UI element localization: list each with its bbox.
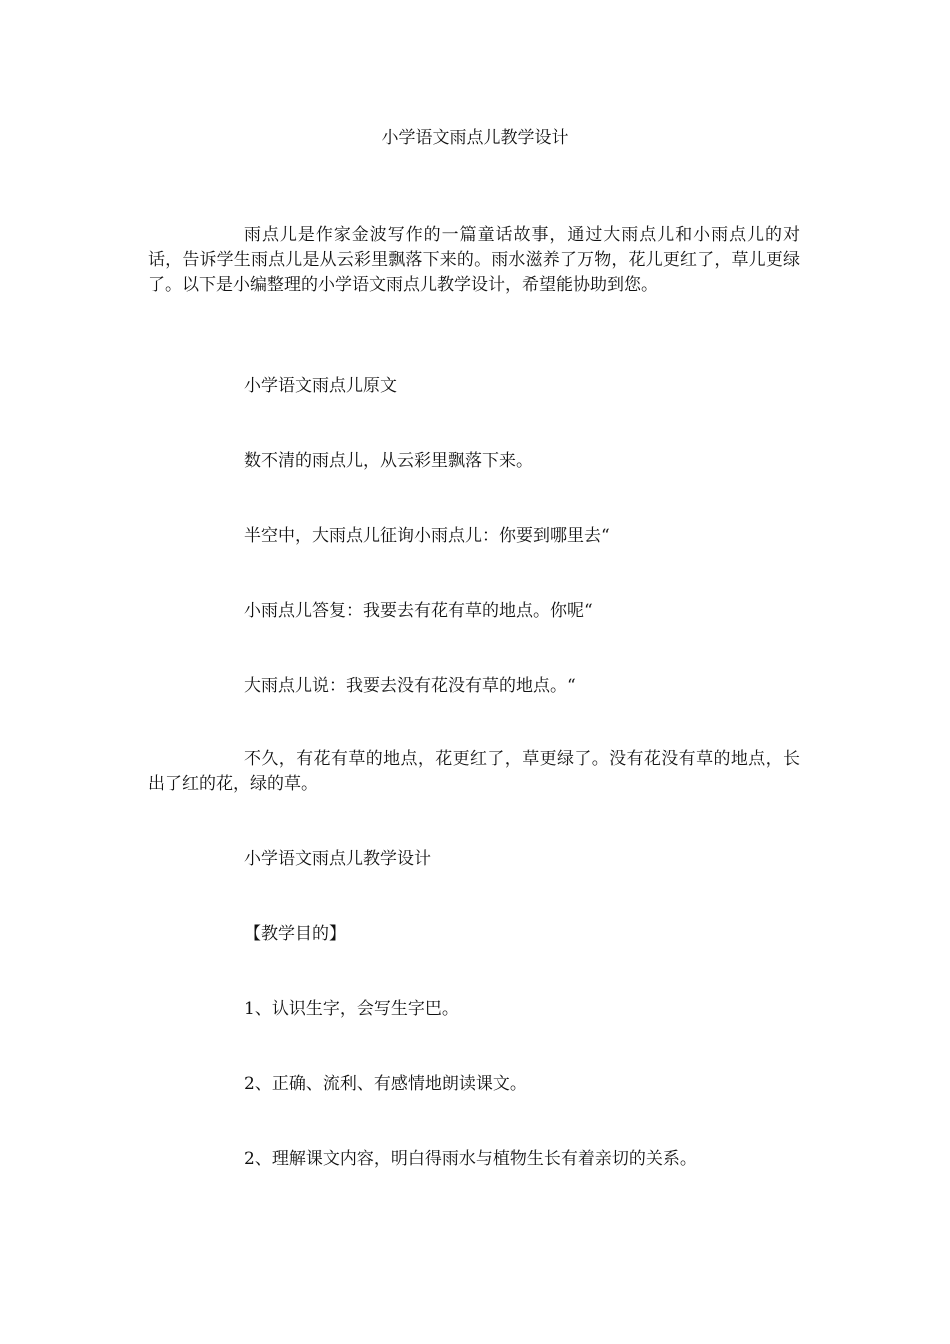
- section-heading-design: 小学语文雨点儿教学设计: [244, 849, 431, 869]
- text-line: 小雨点儿答复：我要去有花有草的地点。你呢“: [244, 601, 593, 621]
- goal-item: 1、认识生字，会写生字巴。: [244, 999, 459, 1019]
- page-title: 小学语文雨点儿教学设计: [381, 128, 569, 148]
- section-heading-original: 小学语文雨点儿原文: [244, 376, 397, 396]
- text-paragraph: 不久，有花有草的地点，花更红了，草更绿了。没有花没有草的地点，长出了红的花，绿的草。: [148, 749, 800, 794]
- text-line: 数不清的雨点儿，从云彩里飘落下来。: [244, 451, 533, 471]
- intro-paragraph: 雨点儿是作家金波写作的一篇童话故事，通过大雨点儿和小雨点儿的对话，告诉学生雨点儿是从云彩里飘落下来的。雨水滋养了万物，花儿更红了，草儿更绿了。以下是小编整理的小学语文雨点儿教学设计，希望能协助到您。: [148, 225, 800, 295]
- text-line: 半空中，大雨点儿征询小雨点儿：你要到哪里去“: [244, 526, 610, 546]
- goals-heading: 【教学目的】: [244, 924, 346, 944]
- goal-item: 2、正确、流利、有感情地朗读课文。: [244, 1074, 527, 1094]
- goal-item: 2、理解课文内容，明白得雨水与植物生长有着亲切的关系。: [244, 1149, 697, 1169]
- text-line: 大雨点儿说：我要去没有花没有草的地点。“: [244, 676, 576, 696]
